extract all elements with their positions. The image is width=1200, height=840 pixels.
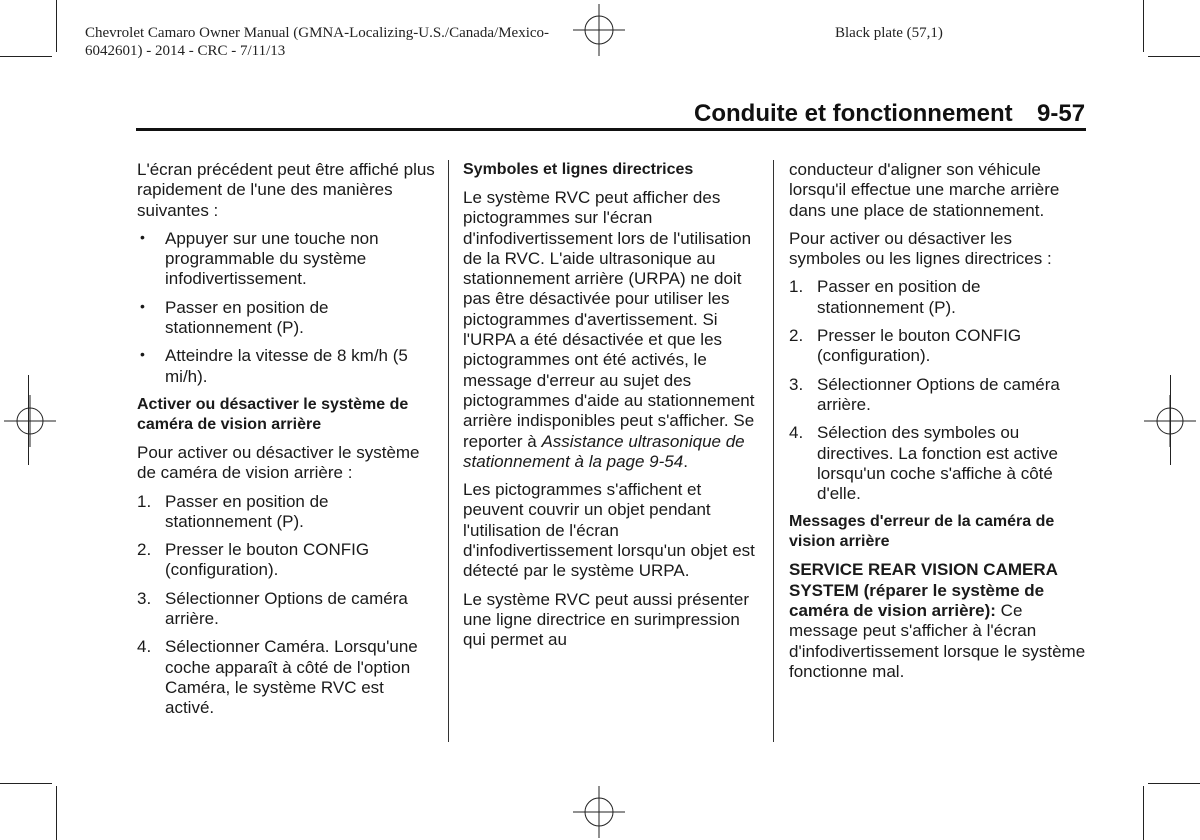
step-number: 4. xyxy=(137,637,152,657)
list-item xyxy=(789,375,1087,416)
list-item xyxy=(137,298,437,339)
step-number: 4. xyxy=(789,423,804,443)
list-item xyxy=(789,423,1087,504)
crop-mark-top-left-horizontal xyxy=(0,56,52,57)
registration-mark-bottom xyxy=(567,784,631,840)
print-header-line-1: Chevrolet Camaro Owner Manual (GMNA-Localizing-U.S./Canada/Mexico- xyxy=(85,25,550,41)
registration-mark-left xyxy=(2,393,58,449)
list-item xyxy=(137,492,437,533)
column-divider-2 xyxy=(773,160,774,742)
crop-mark-bottom-left-vertical xyxy=(56,786,57,840)
step-text: Sélectionner Caméra. Lorsqu'une coche apparaît à côté de l'option Caméra, le système RVC est activé. xyxy=(165,637,418,718)
crop-mark-bottom-right-vertical xyxy=(1143,786,1144,840)
bullet-text: Atteindre la vitesse de 8 km/h (5 mi/h). xyxy=(165,346,408,386)
intro-paragraph: L'écran précédent peut être affiché plus rapidement de l'une des manières suivantes : xyxy=(137,160,435,220)
paragraph xyxy=(463,188,761,472)
column-3 xyxy=(789,160,1087,690)
steps-list xyxy=(789,277,1087,504)
paragraph-text: Le système RVC peut afficher des pictogrammes sur l'écran d'infodivertissement lors de l'utilisation de la RVC. L'aide ultrasonique au stationnement arrière (URPA) ne doit pas être désactivée pour utiliser les pictogrammes d'avertissement. Si l'URPA a été désactivée et que les pictogrammes ont été activés, le message d'erreur au sujet des pictogrammes d'aide au stationnement arrière indisponibles peut s'afficher. Se reporter à xyxy=(463,188,755,451)
crop-mark-top-left-vertical xyxy=(56,0,57,52)
page-number: 9-57 xyxy=(1037,100,1086,127)
step-text: Presser le bouton CONFIG (configuration). xyxy=(817,326,1022,366)
step-text: Sélection des symboles ou directives. La fonction est active lorsqu'un coche s'affiche à côté d'elle. xyxy=(817,423,1058,504)
step-number: 2. xyxy=(137,540,152,560)
bullet-marker: • xyxy=(140,228,145,245)
bullet-list xyxy=(137,229,437,387)
paragraph: Pour activer ou désactiver le système de caméra de vision arrière : xyxy=(137,442,420,483)
paragraph-end: . xyxy=(683,451,688,471)
paragraph: conducteur d'aligner son véhicule lorsqu'il effectue une marche arrière dans une place de stationnement. xyxy=(789,160,1060,220)
list-item xyxy=(137,346,437,387)
steps-list xyxy=(137,492,437,719)
paragraph: Le système RVC peut aussi présenter une ligne directrice en surimpression qui permet au xyxy=(463,589,749,650)
step-number: 1. xyxy=(137,491,152,511)
column-2 xyxy=(463,160,761,659)
error-message-text: Ce message peut s'afficher à l'écran d'infodivertissement lorsque le système fonctionne mal. xyxy=(789,601,1086,681)
registration-mark-top xyxy=(567,2,631,58)
list-item xyxy=(137,637,437,718)
step-text: Passer en position de stationnement (P). xyxy=(817,277,981,317)
list-item xyxy=(789,277,1087,318)
crop-mark-top-right-vertical xyxy=(1143,0,1144,52)
registration-mark-right xyxy=(1142,393,1198,449)
step-number: 2. xyxy=(789,326,804,346)
header-rule xyxy=(136,128,1086,131)
section-title: Conduite et fonctionnement xyxy=(694,100,1013,127)
column-divider-1 xyxy=(448,160,449,742)
step-number: 1. xyxy=(789,277,804,297)
section-heading: Symboles et lignes directrices xyxy=(463,161,694,178)
print-plate-label: Black plate (57,1) xyxy=(835,25,943,41)
column-1 xyxy=(137,160,437,727)
crop-mark-bottom-right-horizontal xyxy=(1148,783,1200,784)
cross-reference: Assistance ultrasonique de stationnement à la page 9-54 xyxy=(463,431,745,471)
paragraph: Les pictogrammes s'affichent et peuvent couvrir un objet pendant l'utilisation de l'écran d'infodivertissement lorsqu'un objet est détecté par le système URPA. xyxy=(463,480,755,581)
print-header-line-2: 6042601) - 2014 - CRC - 7/11/13 xyxy=(85,43,286,59)
step-number: 3. xyxy=(789,374,804,394)
step-text: Sélectionner Options de caméra arrière. xyxy=(817,374,1060,414)
bullet-marker: • xyxy=(140,297,145,314)
section-heading: Activer ou désactiver le système de caméra de vision arrière xyxy=(137,395,409,433)
list-item xyxy=(137,589,437,630)
step-text: Passer en position de stationnement (P). xyxy=(165,491,329,531)
step-number: 3. xyxy=(137,588,152,608)
section-heading: Messages d'erreur de la caméra de vision arrière xyxy=(789,513,1055,551)
bullet-text: Appuyer sur une touche non programmable du système infodivertissement. xyxy=(165,228,379,289)
step-text: Sélectionner Options de caméra arrière. xyxy=(165,588,408,629)
list-item xyxy=(789,326,1087,367)
list-item xyxy=(137,229,437,290)
bullet-text: Passer en position de stationnement (P). xyxy=(165,297,329,338)
crop-mark-bottom-left-horizontal xyxy=(0,783,52,784)
crop-mark-top-right-horizontal xyxy=(1148,56,1200,57)
paragraph xyxy=(789,560,1087,682)
paragraph: Pour activer ou désactiver les symboles ou les lignes directrices : xyxy=(789,228,1052,269)
list-item xyxy=(137,540,437,581)
step-text: Presser le bouton CONFIG (configuration). xyxy=(165,540,370,580)
bullet-marker: • xyxy=(140,346,145,363)
error-message-title: SERVICE REAR VISION CAMERA SYSTEM (réparer le système de caméra de vision arrière): xyxy=(789,560,1058,621)
